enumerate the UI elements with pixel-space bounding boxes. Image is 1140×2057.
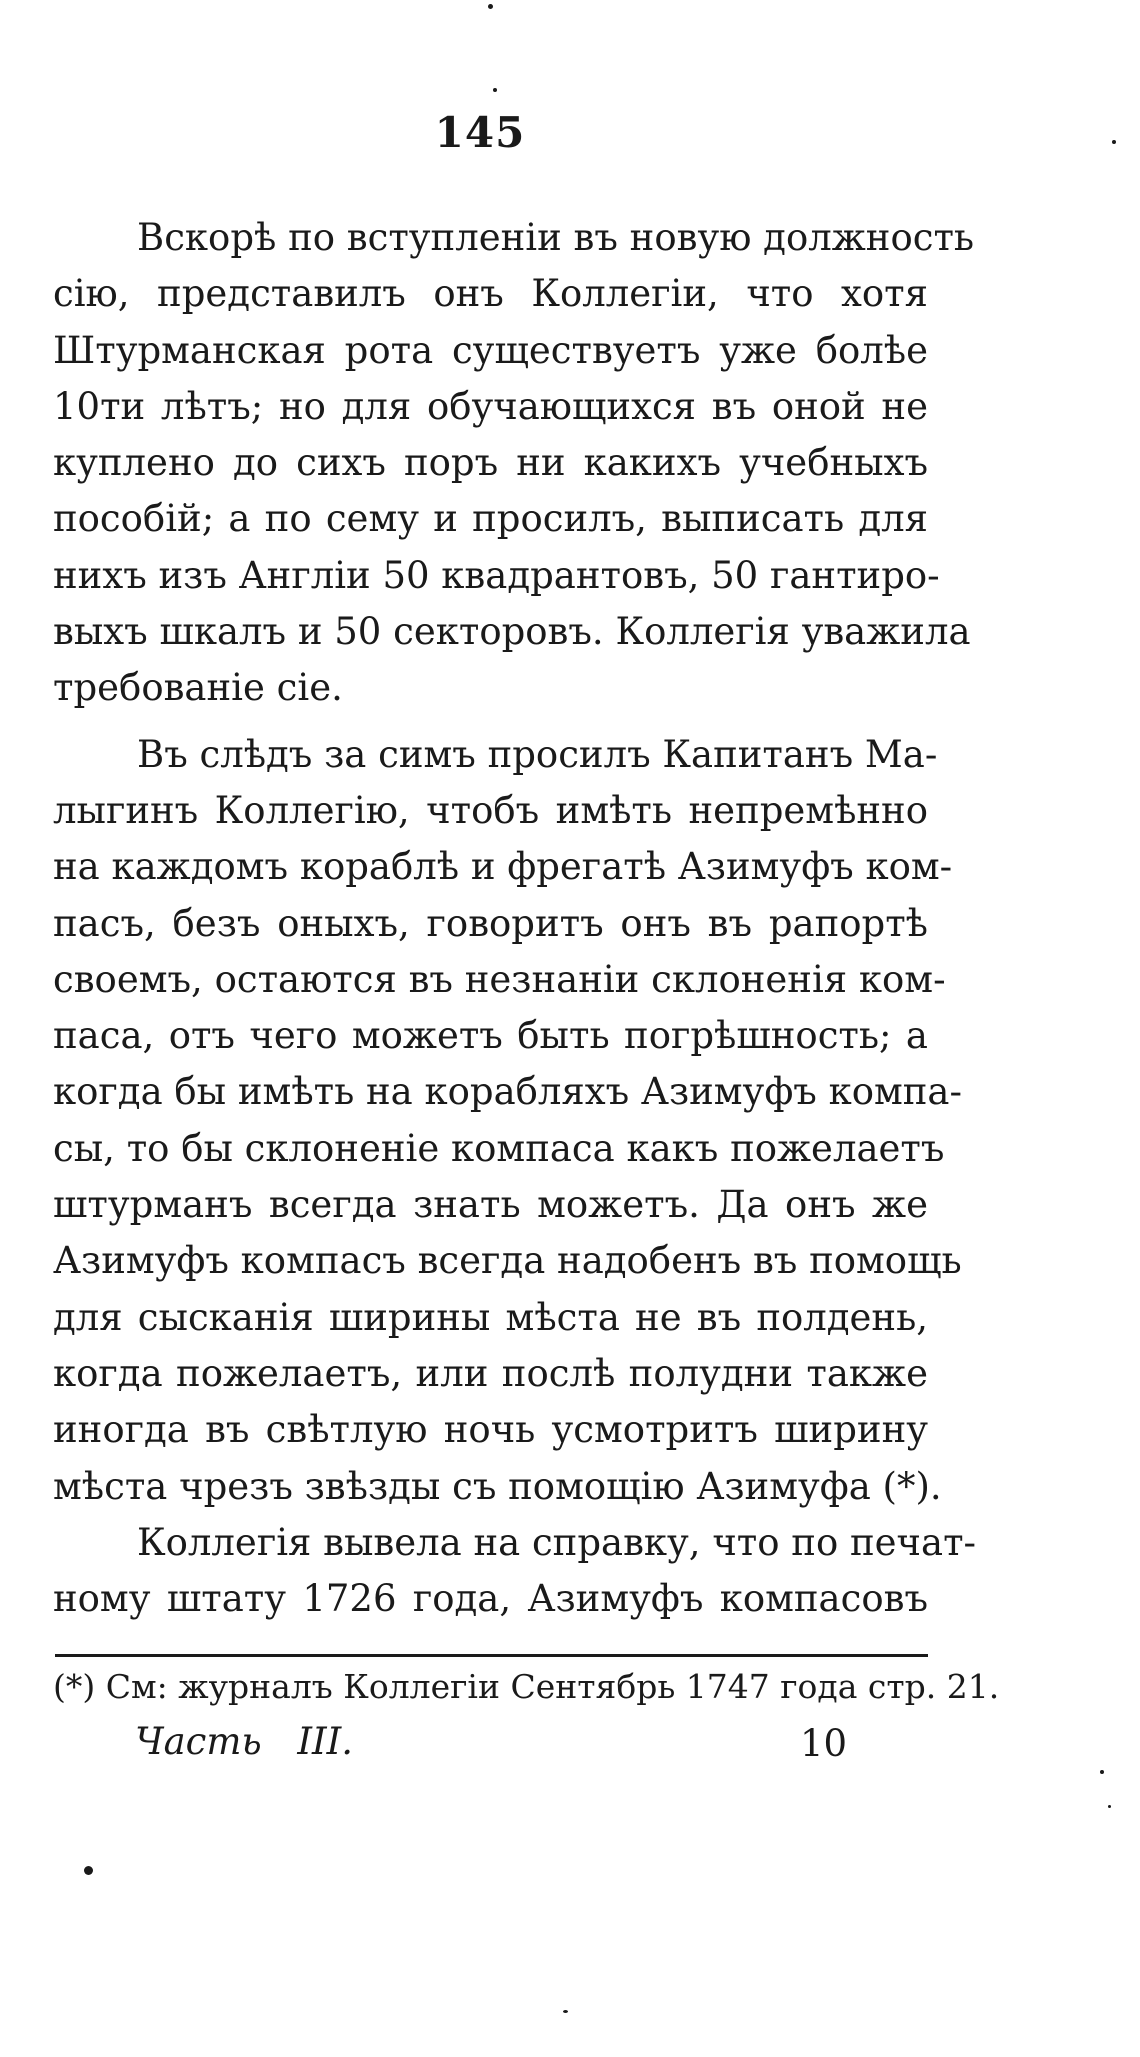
text-line: иногда въ свѣтлую ночь усмотритъ ширину <box>53 1408 928 1452</box>
text-line: Штурманская рота существуетъ уже болѣе <box>53 328 928 372</box>
scan-speck <box>493 88 497 92</box>
text-line: сы, то бы склоненіе компаса какъ пожелаетъ <box>53 1126 945 1170</box>
text-line: нихъ изъ Англіи 50 квадрантовъ, 50 гантиро- <box>53 553 940 597</box>
text-line: когда пожелаетъ, или послѣ полудни также <box>53 1351 928 1395</box>
text-line: 10ти лѣтъ; но для обучающихся въ оной не <box>53 384 928 428</box>
footnote-rule <box>55 1654 928 1657</box>
text-line: ному штату 1726 года, Азимуфъ компасовъ <box>53 1577 928 1621</box>
text-line: Вскорѣ по вступленіи въ новую должность <box>137 216 975 259</box>
text-line: когда бы имѣть на корабляхъ Азимуфъ компа- <box>53 1070 962 1114</box>
scan-speck <box>1108 1805 1111 1808</box>
signature-part-label: Часть III. <box>135 1720 353 1763</box>
text-line: требованіе сіе. <box>53 666 343 710</box>
text-line: сію, представилъ онъ Коллегіи, что хотя <box>53 272 928 316</box>
signature-sheet-number: 10 <box>800 1722 848 1765</box>
text-line: куплено до сихъ поръ ни какихъ учебныхъ <box>53 441 928 485</box>
text-line: своемъ, остаются въ незнаніи склоненія ком- <box>53 957 946 1001</box>
text-line: Въ слѣдъ за симъ просилъ Капитанъ Ма- <box>137 732 938 776</box>
scan-speck <box>1112 140 1116 144</box>
text-line: мѣста чрезъ звѣзды съ помощію Азимуфа (*). <box>53 1464 942 1508</box>
text-line: выхъ шкалъ и 50 секторовъ. Коллегія уважила <box>53 610 971 654</box>
text-line: лыгинъ Коллегію, чтобъ имѣть непремѣнно <box>53 788 928 832</box>
text-line: штурманъ всегда знать можетъ. Да онъ же <box>53 1183 928 1227</box>
scan-speck <box>84 1866 93 1875</box>
footnote: (*) См: журналъ Коллегіи Сентябрь 1747 года стр. 21. <box>53 1667 1000 1706</box>
page-number: 145 <box>434 108 526 157</box>
scan-speck <box>1100 1770 1104 1774</box>
text-line: Коллегія вывела на справку, что по печат- <box>137 1520 977 1564</box>
text-line: на каждомъ кораблѣ и фрегатѣ Азимуфъ ком- <box>53 845 953 889</box>
scan-speck <box>563 2010 568 2013</box>
text-line: Азимуфъ компасъ всегда надобенъ въ помощь <box>53 1239 962 1283</box>
text-line: пособій; а по сему и просилъ, выписать для <box>53 497 928 541</box>
text-line: паса, отъ чего можетъ быть погрѣшность; а <box>53 1014 928 1058</box>
body-text <box>53 210 977 1627</box>
scan-speck <box>488 4 493 9</box>
text-line: для сысканія ширины мѣста не въ полдень, <box>53 1295 928 1339</box>
text-line: пасъ, безъ оныхъ, говоритъ онъ въ рапортѣ <box>53 901 928 945</box>
